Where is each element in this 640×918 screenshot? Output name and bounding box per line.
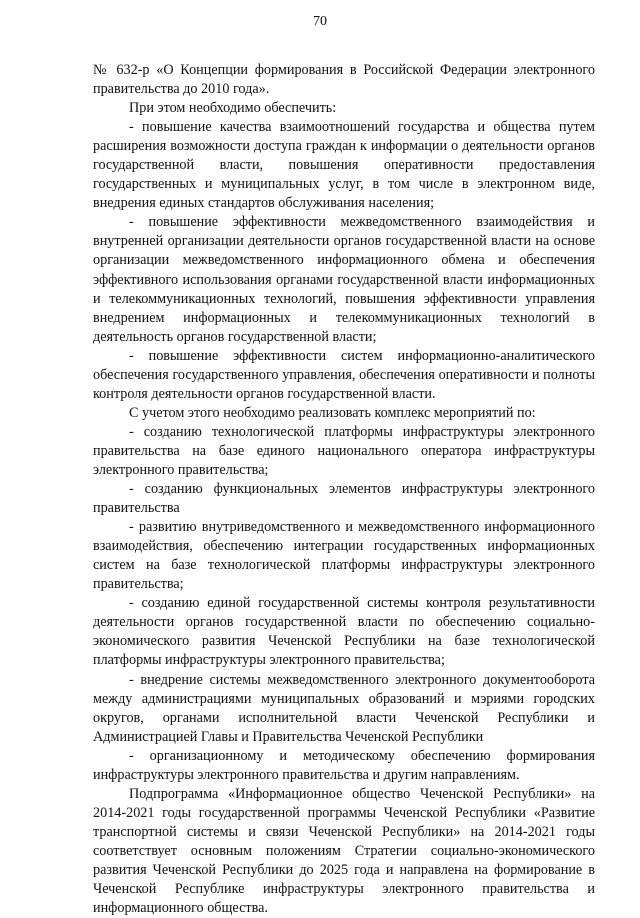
list-item: - повышение эффективности межведомственного взаимодействия и внутренней организации деятельности органов государственной власти на основе организации межведомственного информационного обмена и обеспечения эффективного использования органами государственной власти информационных и телекоммуникационных технологий, повышения эффективности управления внедрением информационных и телекоммуникационных технологий в деятельность органов государственной власти; [93, 214, 595, 345]
list-item: - созданию технологической платформы инфраструктуры электронного правительства на базе единого национального оператора инфраструктуры электронного правительства; [93, 423, 595, 478]
list-item: - созданию функциональных элементов инфраструктуры электронного правительства [93, 481, 595, 517]
list-item: - повышение эффективности систем информационно-аналитического обеспечения государственного управления, обеспечения оперативности и полноты контроля деятельности органов государственной власти. [93, 347, 595, 402]
paragraph-measures-intro: С учетом этого необходимо реализовать комплекс мероприятий по: [129, 404, 536, 421]
list-item: - повышение качества взаимоотношений государства и общества путем расширения возможности доступа граждан к информации о деятельности органов государственной власти, повышения оперативности предоставления государственных и муниципальных услуг, в том числе в электронном виде, внедрения единых стандартов обслуживания населения; [93, 119, 595, 212]
page-number: 70 [313, 14, 327, 29]
list-item: - организационному и методическому обеспечению формирования инфраструктуры электронного правительства и другим направлениям. [93, 747, 595, 783]
list-item: - развитию внутриведомственного и межведомственного информационного взаимодействия, обеспечению интеграции государственных информационных систем на базе технологической платформы инфраструктуры электронного правительства; [93, 519, 595, 593]
list-item: - внедрение системы межведомственного электронного документооборота между администрациями муниципальных образований и мэриями городских округов, органами исполнительной власти Чеченской Республики и Администрацией Главы и Правительства Чеченской Республики [93, 671, 595, 745]
list-item: - созданию единой государственной системы контроля результативности деятельности органов государственной власти по обеспечению социально-экономического развития Чеченской Республики на базе технологической платформы инфраструктуры электронного правительства; [93, 595, 595, 669]
paragraph-continuation: № 632-р «О Концепции формирования в Российской Федерации электронного правительства до 2010 года». [93, 62, 595, 98]
paragraph-subprogram: Подпрограмма «Информационное общество Чеченской Республики» на 2014-2021 годы государственной программы Чеченской Республики «Развитие транспортной системы и связи Чеченской Республики» на 2014-2021 годы соответствует основным положениям Стратегии социально-экономического развития Чеченской Республики до 2025 года и направлена на формирование в Чеченской Республике инфраструктуры электронного правительства и информационного общества. [93, 785, 595, 917]
document-body [93, 61, 595, 918]
paragraph-intro: При этом необходимо обеспечить: [129, 100, 337, 117]
